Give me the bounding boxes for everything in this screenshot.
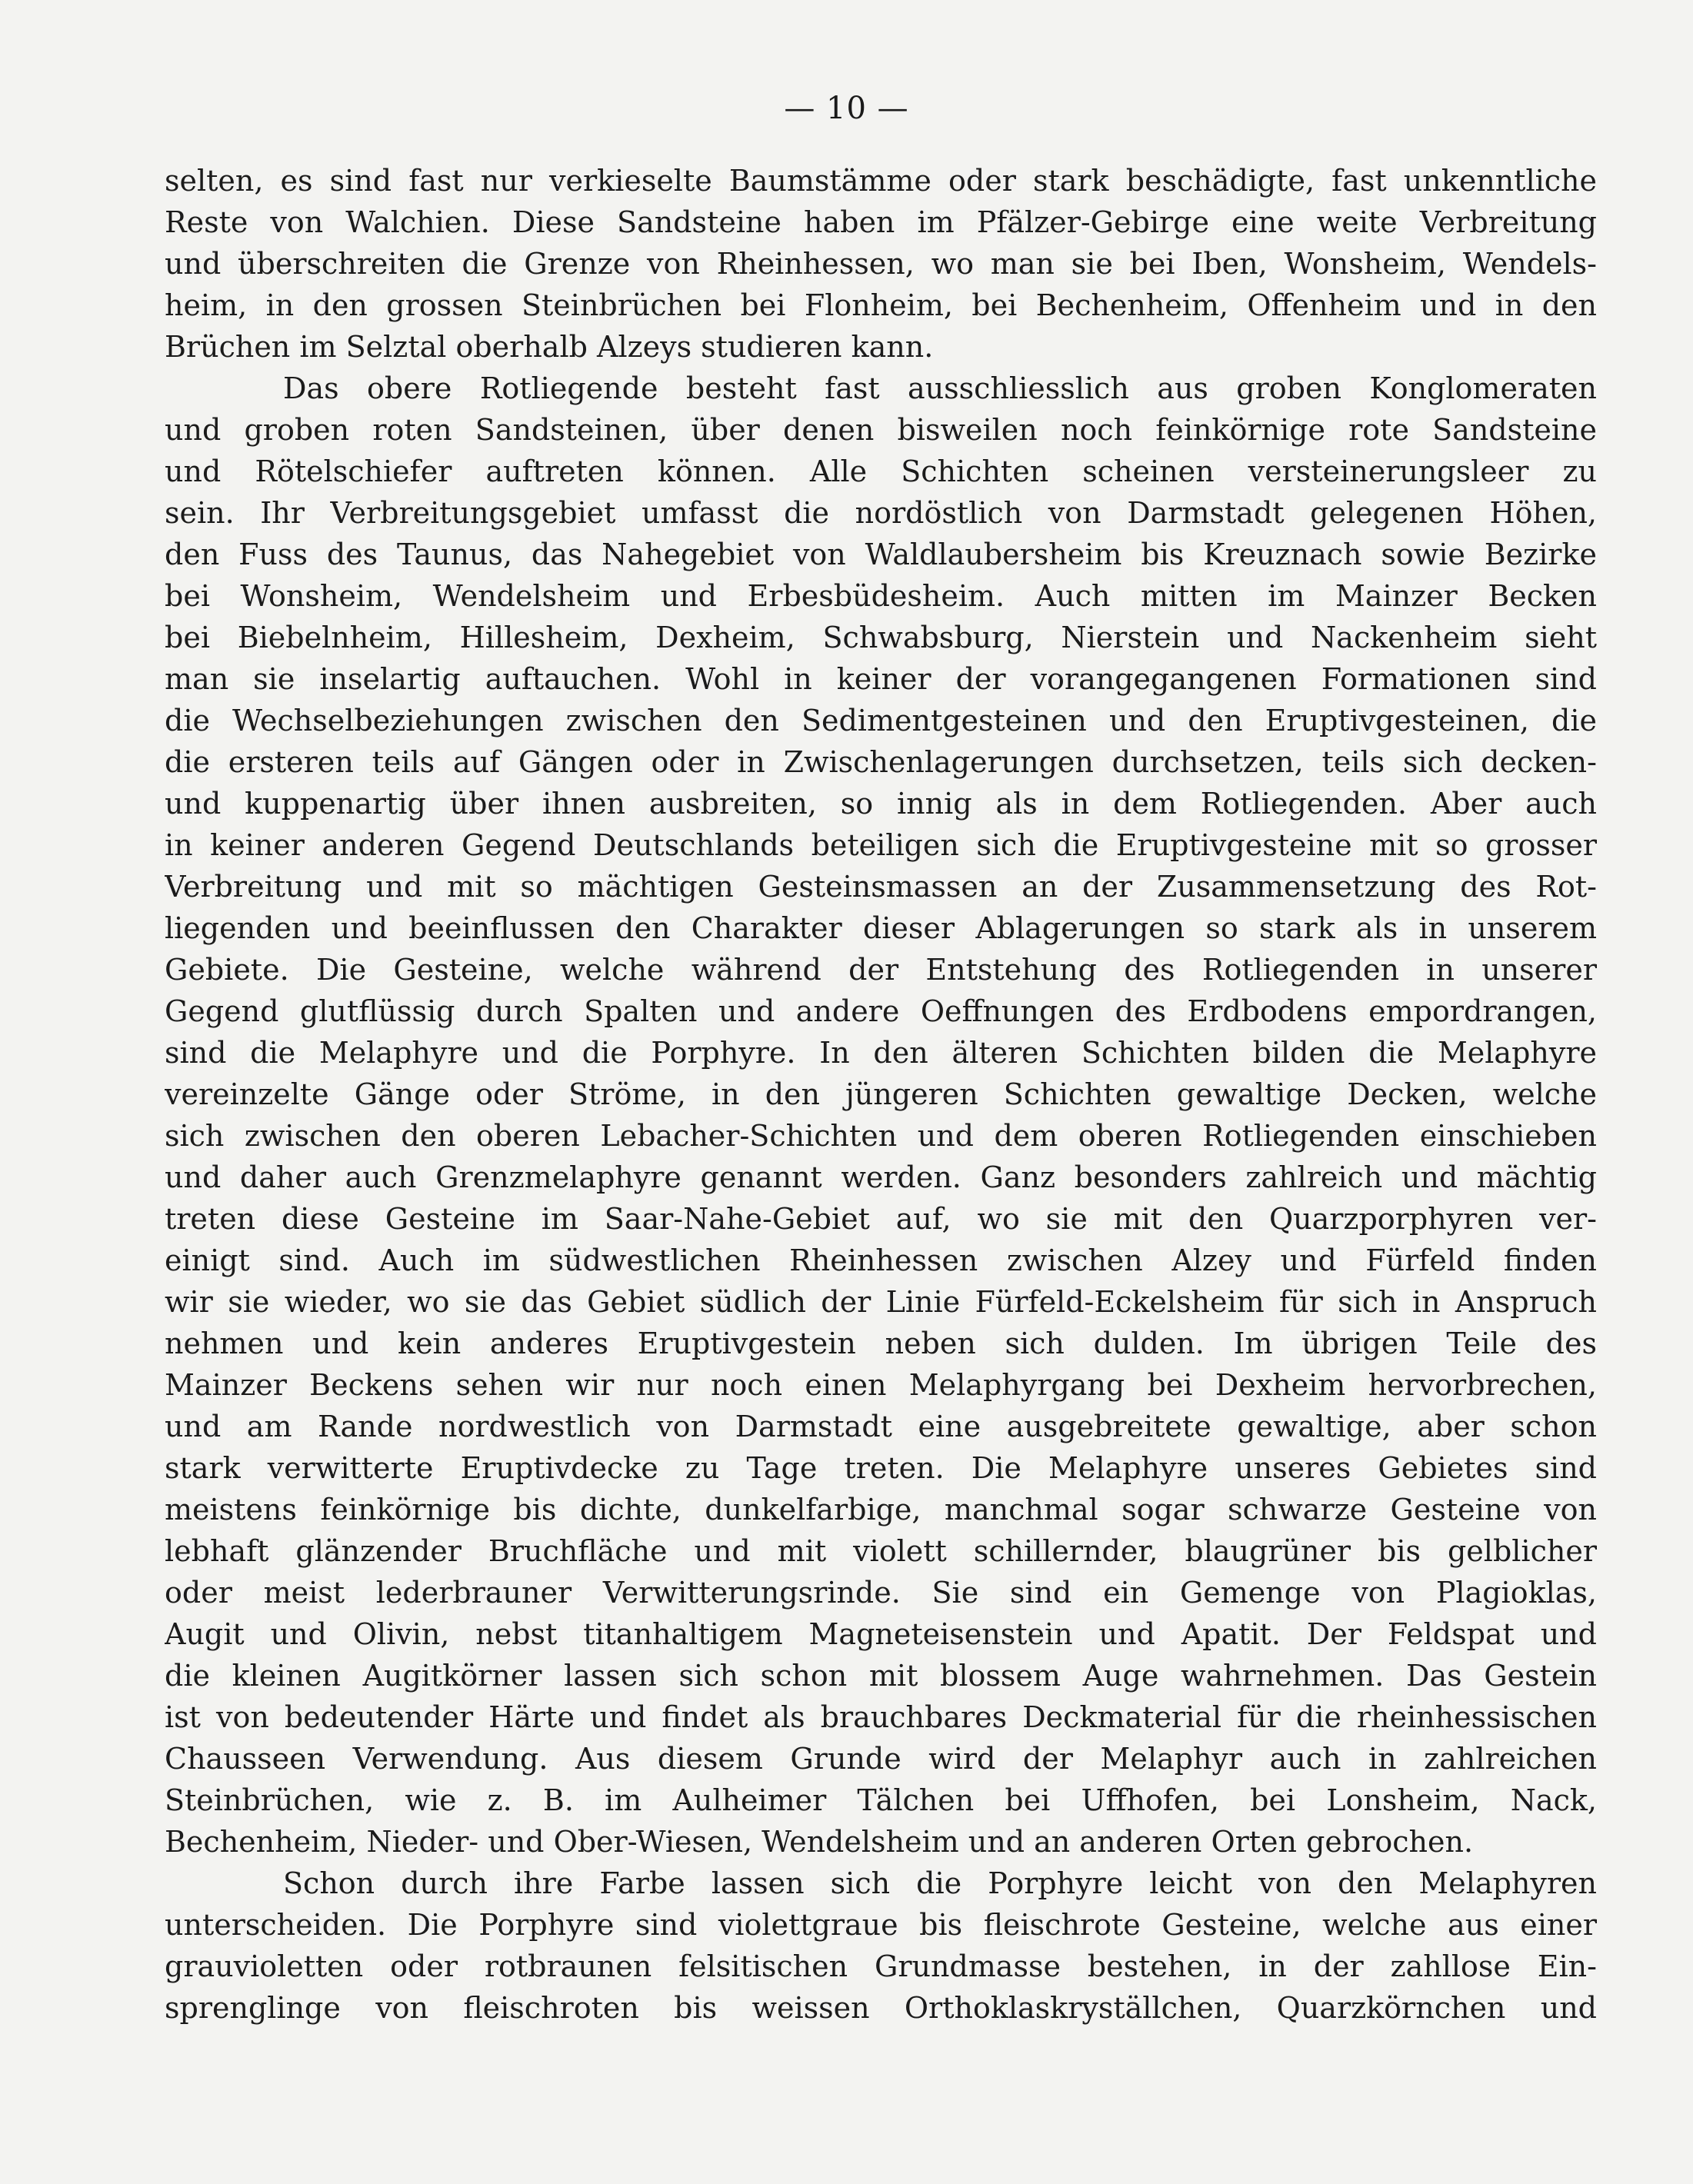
text-line: Gebiete. Die Gesteine, welche während der Entstehung des Rotliegenden in unserer xyxy=(165,953,1597,987)
text-line: die ersteren teils auf Gängen oder in Zwischenlagerungen durchsetzen, teils sich decken- xyxy=(165,745,1597,779)
text-line: meistens feinkörnige bis dichte, dunkelfarbige, manchmal sogar schwarze Gesteine von xyxy=(165,1493,1597,1526)
text-line: und überschreiten die Grenze von Rheinhessen, wo man sie bei Iben, Wonsheim, Wendels- xyxy=(165,247,1597,281)
text-line: Augit und Olivin, nebst titanhaltigem Magneteisenstein und Apatit. Der Feldspat und xyxy=(165,1617,1597,1651)
text-line: bei Wonsheim, Wendelsheim und Erbesbüdesheim. Auch mitten im Mainzer Becken xyxy=(165,579,1597,613)
text-line: vereinzelte Gänge oder Ströme, in den jüngeren Schichten gewaltige Decken, welche xyxy=(165,1077,1597,1111)
text-line: sind die Melaphyre und die Porphyre. In den älteren Schichten bilden die Melaphyre xyxy=(165,1036,1597,1070)
text-line: Das obere Rotliegende besteht fast ausschliesslich aus groben Konglomeraten xyxy=(283,371,1597,405)
page-number: — 10 — xyxy=(784,91,909,126)
text-line: die Wechselbeziehungen zwischen den Sedimentgesteinen und den Eruptivgesteinen, die xyxy=(165,704,1597,737)
text-line: und kuppenartig über ihnen ausbreiten, so innig als in dem Rotliegenden. Aber auch xyxy=(165,787,1597,821)
text-line: einigt sind. Auch im südwestlichen Rheinhessen zwischen Alzey und Fürfeld finden xyxy=(165,1243,1597,1277)
text-line: und am Rande nordwestlich von Darmstadt eine ausgebreitete gewaltige, aber schon xyxy=(165,1410,1597,1443)
body-text xyxy=(165,160,1597,2029)
text-line: Steinbrüchen, wie z. B. im Aulheimer Tälchen bei Uffhofen, bei Lonsheim, Nack, xyxy=(165,1783,1597,1817)
text-line: und groben roten Sandsteinen, über denen bisweilen noch feinkörnige rote Sandsteine xyxy=(165,413,1597,447)
text-line: die kleinen Augitkörner lassen sich schon mit blossem Auge wahrnehmen. Das Gestein xyxy=(165,1659,1597,1693)
text-line: ist von bedeutender Härte und findet als brauchbares Deckmaterial für die rheinhessischen xyxy=(165,1700,1597,1734)
text-line: und Rötelschiefer auftreten können. Alle Schichten scheinen versteinerungsleer zu xyxy=(165,454,1597,488)
text-line: Chausseen Verwendung. Aus diesem Grunde wird der Melaphyr auch in zahlreichen xyxy=(165,1742,1597,1776)
text-line: grauvioletten oder rotbraunen felsitischen Grundmasse bestehen, in der zahllose Ein- xyxy=(165,1949,1597,1983)
text-line: Gegend glutflüssig durch Spalten und andere Oeffnungen des Erdbodens empordrangen, xyxy=(165,994,1597,1028)
text-line: Mainzer Beckens sehen wir nur noch einen Melaphyrgang bei Dexheim hervorbrechen, xyxy=(165,1368,1597,1402)
text-line: man sie inselartig auftauchen. Wohl in keiner der vorangegangenen Formationen sind xyxy=(165,662,1597,696)
text-line: den Fuss des Taunus, das Nahegebiet von Waldlaubersheim bis Kreuznach sowie Bezirke xyxy=(165,538,1597,571)
text-line: sprenglinge von fleischroten bis weissen Orthoklaskryställchen, Quarzkörnchen und xyxy=(165,1991,1597,2025)
text-line: nehmen und kein anderes Eruptivgestein neben sich dulden. Im übrigen Teile des xyxy=(165,1327,1597,1360)
text-line: Reste von Walchien. Diese Sandsteine haben im Pfälzer-Gebirge eine weite Verbreitung xyxy=(165,205,1597,239)
text-line: Bechenheim, Nieder- und Ober-Wiesen, Wendelsheim und an anderen Orten gebrochen. xyxy=(165,1825,1474,1859)
text-line: unterscheiden. Die Porphyre sind violettgraue bis fleischrote Gesteine, welche aus einer xyxy=(165,1908,1597,1942)
text-line: liegenden und beeinflussen den Charakter dieser Ablagerungen so stark als in unserem xyxy=(165,911,1597,945)
text-line: in keiner anderen Gegend Deutschlands beteiligen sich die Eruptivgesteine mit so grosser xyxy=(165,828,1597,862)
text-line: wir sie wieder, wo sie das Gebiet südlich der Linie Fürfeld-Eckelsheim für sich in Anspruch xyxy=(165,1285,1597,1319)
text-line: lebhaft glänzender Bruchfläche und mit violett schillernder, blaugrüner bis gelblicher xyxy=(165,1534,1597,1568)
text-line: Verbreitung und mit so mächtigen Gesteinsmassen an der Zusammensetzung des Rot- xyxy=(165,870,1597,904)
text-line: heim, in den grossen Steinbrüchen bei Flonheim, bei Bechenheim, Offenheim und in den xyxy=(165,288,1597,322)
text-line: und daher auch Grenzmelaphyre genannt werden. Ganz besonders zahlreich und mächtig xyxy=(165,1160,1597,1194)
text-line: sich zwischen den oberen Lebacher-Schichten und dem oberen Rotliegenden einschieben xyxy=(165,1119,1597,1153)
text-line: treten diese Gesteine im Saar-Nahe-Gebiet auf, wo sie mit den Quarzporphyren ver- xyxy=(165,1202,1597,1236)
text-line: stark verwitterte Eruptivdecke zu Tage treten. Die Melaphyre unseres Gebietes sind xyxy=(165,1451,1597,1485)
text-line: Schon durch ihre Farbe lassen sich die Porphyre leicht von den Melaphyren xyxy=(283,1866,1597,1900)
text-line: oder meist lederbrauner Verwitterungsrinde. Sie sind ein Gemenge von Plagioklas, xyxy=(165,1576,1597,1610)
text-line: Brüchen im Selztal oberhalb Alzeys studieren kann. xyxy=(165,330,934,364)
text-line: bei Biebelnheim, Hillesheim, Dexheim, Schwabsburg, Nierstein und Nackenheim sieht xyxy=(165,621,1597,654)
text-line: selten, es sind fast nur verkieselte Baumstämme oder stark beschädigte, fast unkenntliche xyxy=(165,164,1597,198)
text-line: sein. Ihr Verbreitungsgebiet umfasst die nordöstlich von Darmstadt gelegenen Höhen, xyxy=(165,496,1597,530)
